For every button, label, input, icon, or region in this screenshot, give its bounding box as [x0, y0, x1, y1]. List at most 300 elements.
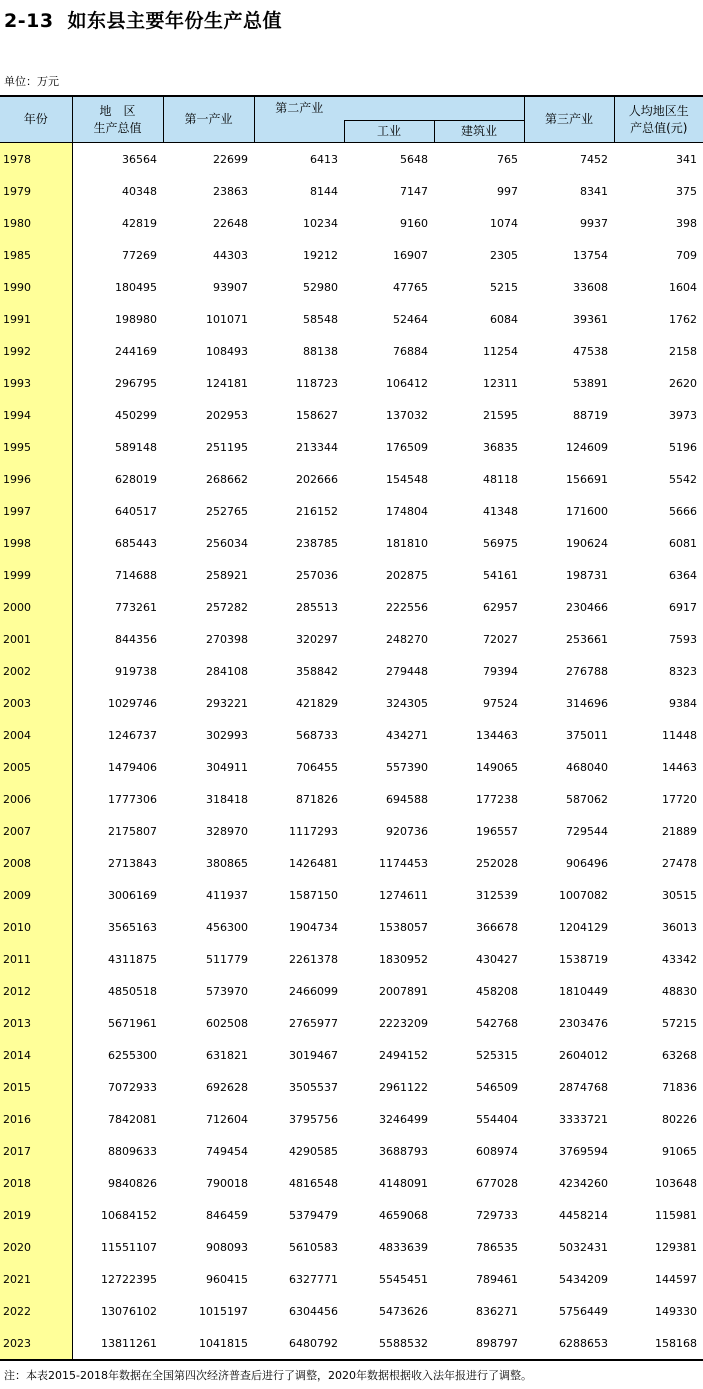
cell-secondary: 1117293	[289, 824, 338, 838]
cell-industry: 324305	[386, 696, 428, 710]
cell-year: 1990	[0, 271, 72, 303]
cell-gdp: 919738	[115, 664, 157, 678]
cell-primary: 790018	[206, 1176, 248, 1190]
cell-percap: 36013	[662, 920, 697, 934]
cell-secondary: 257036	[296, 568, 338, 582]
table-row	[0, 303, 703, 335]
cell-year: 1994	[0, 399, 72, 431]
cell-secondary: 3505537	[289, 1080, 338, 1094]
cell-gdp: 1777306	[108, 792, 157, 806]
cell-tertiary: 7452	[580, 152, 608, 166]
cell-tertiary: 39361	[573, 312, 608, 326]
cell-year: 2000	[0, 591, 72, 623]
table-row	[0, 1103, 703, 1135]
cell-percap: 27478	[662, 856, 697, 870]
cell-tertiary: 276788	[566, 664, 608, 678]
cell-construction: 458208	[476, 984, 518, 998]
cell-secondary: 2765977	[289, 1016, 338, 1030]
cell-year: 1992	[0, 335, 72, 367]
cell-percap: 80226	[662, 1112, 697, 1126]
cell-gdp: 773261	[115, 600, 157, 614]
cell-gdp: 13811261	[72, 1327, 163, 1360]
cell-gdp: 77269	[122, 248, 157, 262]
cell-primary: 124181	[206, 376, 248, 390]
cell-primary: 456300	[206, 920, 248, 934]
cell-primary: 511779	[206, 952, 248, 966]
cell-year: 2011	[0, 943, 72, 975]
cell-percap: 129381	[655, 1240, 697, 1254]
cell-secondary: 568733	[296, 728, 338, 742]
cell-percap: 91065	[662, 1144, 697, 1158]
cell-construction: 554404	[476, 1112, 518, 1126]
cell-secondary: 58548	[303, 312, 338, 326]
header-percap-line1: 人均地区生	[628, 103, 689, 118]
table-row	[0, 143, 703, 176]
table-row	[0, 751, 703, 783]
cell-gdp: 628019	[115, 472, 157, 486]
table-row	[0, 271, 703, 303]
cell-tertiary: 314696	[566, 696, 608, 710]
cell-year: 2001	[0, 623, 72, 655]
cell-year: 2023	[0, 1327, 72, 1360]
cell-tertiary: 3769594	[559, 1144, 608, 1158]
cell-primary: 251195	[206, 440, 248, 454]
table-row	[0, 1039, 703, 1071]
cell-secondary: 4816548	[289, 1176, 338, 1190]
cell-primary: 692628	[206, 1080, 248, 1094]
cell-construction: 62957	[483, 600, 518, 614]
header-industry: 工业	[344, 121, 434, 143]
cell-gdp: 42819	[122, 216, 157, 230]
cell-secondary: 6304456	[289, 1304, 338, 1318]
cell-tertiary: 375011	[566, 728, 608, 742]
cell-tertiary: 230466	[566, 600, 608, 614]
cell-percap: 43342	[662, 952, 697, 966]
cell-percap: 5542	[669, 472, 697, 486]
cell-primary: 108493	[206, 344, 248, 358]
cell-industry: 52464	[393, 312, 428, 326]
cell-primary: 101071	[206, 312, 248, 326]
cell-industry: 76884	[393, 344, 428, 358]
cell-gdp: 2713843	[108, 856, 157, 870]
cell-industry: 181810	[386, 536, 428, 550]
cell-percap: 9384	[669, 696, 697, 710]
cell-percap: 7593	[669, 632, 697, 646]
cell-primary: 328970	[206, 824, 248, 838]
cell-construction: 72027	[483, 632, 518, 646]
cell-percap: 103648	[655, 1176, 697, 1190]
cell-primary: 712604	[206, 1112, 248, 1126]
table-row	[0, 495, 703, 527]
cell-gdp: 7842081	[108, 1112, 157, 1126]
cell-year: 1995	[0, 431, 72, 463]
cell-secondary: 285513	[296, 600, 338, 614]
cell-primary: 302993	[206, 728, 248, 742]
cell-gdp: 1029746	[108, 696, 157, 710]
cell-secondary: 10234	[303, 216, 338, 230]
cell-construction: 149065	[476, 760, 518, 774]
cell-industry: 1538057	[379, 920, 428, 934]
cell-percap: 375	[676, 184, 697, 198]
cell-year: 1978	[0, 143, 72, 176]
cell-secondary: 213344	[296, 440, 338, 454]
cell-industry: 154548	[386, 472, 428, 486]
cell-construction: 79394	[483, 664, 518, 678]
cell-secondary: 3019467	[289, 1048, 338, 1062]
cell-year: 1996	[0, 463, 72, 495]
header-percap	[614, 96, 703, 143]
cell-industry: 9160	[400, 216, 428, 230]
cell-primary: 258921	[206, 568, 248, 582]
cell-industry: 557390	[386, 760, 428, 774]
cell-percap: 71836	[662, 1080, 697, 1094]
cell-percap: 144597	[655, 1272, 697, 1286]
cell-year: 2009	[0, 879, 72, 911]
cell-secondary: 2466099	[289, 984, 338, 998]
cell-year: 1979	[0, 175, 72, 207]
cell-tertiary: 906496	[566, 856, 608, 870]
cell-primary: 846459	[206, 1208, 248, 1222]
cell-construction: 56975	[483, 536, 518, 550]
cell-year: 2010	[0, 911, 72, 943]
cell-percap: 5196	[669, 440, 697, 454]
cell-secondary: 6480792	[254, 1327, 344, 1360]
cell-industry: 2961122	[379, 1080, 428, 1094]
cell-percap: 3973	[669, 408, 697, 422]
cell-percap: 6081	[669, 536, 697, 550]
cell-construction: 608974	[476, 1144, 518, 1158]
cell-industry: 3688793	[379, 1144, 428, 1158]
cell-percap: 158168	[614, 1327, 703, 1360]
cell-year: 2005	[0, 751, 72, 783]
table-row	[0, 399, 703, 431]
cell-tertiary: 190624	[566, 536, 608, 550]
cell-year: 2017	[0, 1135, 72, 1167]
cell-secondary: 202666	[296, 472, 338, 486]
cell-tertiary: 47538	[573, 344, 608, 358]
cell-tertiary: 156691	[566, 472, 608, 486]
cell-primary: 22648	[213, 216, 248, 230]
cell-primary: 268662	[206, 472, 248, 486]
cell-industry: 2007891	[379, 984, 428, 998]
table-row	[0, 367, 703, 399]
table-row	[0, 175, 703, 207]
cell-tertiary: 2303476	[559, 1016, 608, 1030]
cell-year: 2022	[0, 1295, 72, 1327]
cell-tertiary: 124609	[566, 440, 608, 454]
cell-tertiary: 88719	[573, 408, 608, 422]
cell-industry: 248270	[386, 632, 428, 646]
unit-label: 单位：万元	[4, 75, 59, 88]
cell-primary: 44303	[213, 248, 248, 262]
cell-primary: 304911	[206, 760, 248, 774]
cell-primary: 270398	[206, 632, 248, 646]
cell-gdp: 40348	[122, 184, 157, 198]
cell-industry: 694588	[386, 792, 428, 806]
cell-gdp: 12722395	[101, 1272, 157, 1286]
table-row	[0, 239, 703, 271]
cell-construction: 836271	[476, 1304, 518, 1318]
cell-secondary: 1587150	[289, 888, 338, 902]
cell-secondary: 358842	[296, 664, 338, 678]
cell-industry: 222556	[386, 600, 428, 614]
cell-tertiary: 2874768	[559, 1080, 608, 1094]
cell-tertiary: 33608	[573, 280, 608, 294]
cell-construction: 134463	[476, 728, 518, 742]
cell-secondary: 706455	[296, 760, 338, 774]
cell-construction: 729733	[476, 1208, 518, 1222]
cell-construction: 546509	[476, 1080, 518, 1094]
cell-construction: 48118	[483, 472, 518, 486]
cell-industry: 1274611	[379, 888, 428, 902]
cell-percap: 11448	[662, 728, 697, 742]
cell-gdp: 1246737	[108, 728, 157, 742]
cell-gdp: 1479406	[108, 760, 157, 774]
cell-year: 1993	[0, 367, 72, 399]
cell-construction: 6084	[490, 312, 518, 326]
table-row	[0, 623, 703, 655]
cell-primary: 380865	[206, 856, 248, 870]
cell-secondary: 8144	[310, 184, 338, 198]
cell-primary: 960415	[206, 1272, 248, 1286]
cell-gdp: 11551107	[101, 1240, 157, 1254]
cell-percap: 6364	[669, 568, 697, 582]
cell-year: 2012	[0, 975, 72, 1007]
cell-tertiary: 4458214	[559, 1208, 608, 1222]
cell-tertiary: 2604012	[559, 1048, 608, 1062]
cell-primary: 257282	[206, 600, 248, 614]
cell-tertiary: 1204129	[559, 920, 608, 934]
table-row	[0, 1071, 703, 1103]
cell-industry: 47765	[393, 280, 428, 294]
cell-industry: 5648	[400, 152, 428, 166]
cell-secondary: 6327771	[289, 1272, 338, 1286]
cell-tertiary: 9937	[580, 216, 608, 230]
table-row	[0, 655, 703, 687]
header-gdp-line1: 地 区	[99, 103, 136, 118]
cell-primary: 602508	[206, 1016, 248, 1030]
cell-secondary: 158627	[296, 408, 338, 422]
cell-percap: 63268	[662, 1048, 697, 1062]
table-row	[0, 1263, 703, 1295]
cell-construction: 54161	[483, 568, 518, 582]
cell-percap: 30515	[662, 888, 697, 902]
cell-primary: 93907	[213, 280, 248, 294]
table-row	[0, 879, 703, 911]
cell-tertiary: 468040	[566, 760, 608, 774]
cell-industry: 5588532	[344, 1327, 434, 1360]
cell-construction: 1074	[490, 216, 518, 230]
cell-percap: 6917	[669, 600, 697, 614]
cell-year: 2006	[0, 783, 72, 815]
table-row	[0, 463, 703, 495]
table-row	[0, 1199, 703, 1231]
table-row	[0, 719, 703, 751]
table-row	[0, 847, 703, 879]
cell-industry: 174804	[386, 504, 428, 518]
cell-secondary: 4290585	[289, 1144, 338, 1158]
cell-secondary: 871826	[296, 792, 338, 806]
cell-primary: 411937	[206, 888, 248, 902]
cell-gdp: 9840826	[108, 1176, 157, 1190]
cell-year: 2013	[0, 1007, 72, 1039]
cell-tertiary: 1538719	[559, 952, 608, 966]
cell-year: 2002	[0, 655, 72, 687]
cell-primary: 1041815	[163, 1327, 254, 1360]
table-row	[0, 431, 703, 463]
header-secondary-blank	[254, 121, 344, 143]
cell-year: 1991	[0, 303, 72, 335]
table-row	[0, 911, 703, 943]
cell-gdp: 4311875	[108, 952, 157, 966]
cell-year: 1985	[0, 239, 72, 271]
cell-gdp: 450299	[115, 408, 157, 422]
header-construction: 建筑业	[434, 121, 524, 143]
cell-tertiary: 53891	[573, 376, 608, 390]
header-year: 年份	[0, 96, 72, 143]
cell-industry: 202875	[386, 568, 428, 582]
cell-primary: 23863	[213, 184, 248, 198]
cell-year: 2004	[0, 719, 72, 751]
table-row	[0, 1167, 703, 1199]
cell-gdp: 844356	[115, 632, 157, 646]
cell-primary: 256034	[206, 536, 248, 550]
cell-year: 2020	[0, 1231, 72, 1263]
cell-construction: 41348	[483, 504, 518, 518]
cell-gdp: 6255300	[108, 1048, 157, 1062]
cell-year: 2018	[0, 1167, 72, 1199]
cell-industry: 4659068	[379, 1208, 428, 1222]
cell-percap: 1762	[669, 312, 697, 326]
table-row	[0, 1295, 703, 1327]
cell-industry: 106412	[386, 376, 428, 390]
cell-secondary: 2261378	[289, 952, 338, 966]
table-row	[0, 1135, 703, 1167]
cell-construction: 21595	[483, 408, 518, 422]
table-number: 2-13	[4, 10, 54, 32]
cell-construction: 252028	[476, 856, 518, 870]
cell-construction: 525315	[476, 1048, 518, 1062]
cell-construction: 312539	[476, 888, 518, 902]
footnote: 注：本表2015-2018年数据在全国第四次经济普查后进行了调整，2020年数据根据收入法年报进行了调整。	[4, 1369, 532, 1382]
cell-construction: 5215	[490, 280, 518, 294]
cell-construction: 786535	[476, 1240, 518, 1254]
cell-industry: 4148091	[379, 1176, 428, 1190]
cell-year: 2015	[0, 1071, 72, 1103]
cell-secondary: 1426481	[289, 856, 338, 870]
cell-year: 1980	[0, 207, 72, 239]
cell-industry: 434271	[386, 728, 428, 742]
cell-construction: 789461	[476, 1272, 518, 1286]
cell-industry: 5473626	[379, 1304, 428, 1318]
gdp-table	[0, 95, 703, 1361]
header-primary: 第一产业	[163, 96, 254, 143]
cell-gdp: 8809633	[108, 1144, 157, 1158]
cell-year: 1997	[0, 495, 72, 527]
table-row	[0, 783, 703, 815]
header-gdp	[72, 96, 163, 143]
cell-industry: 920736	[386, 824, 428, 838]
cell-secondary: 19212	[303, 248, 338, 262]
cell-primary: 318418	[206, 792, 248, 806]
cell-tertiary: 5032431	[559, 1240, 608, 1254]
cell-percap: 21889	[662, 824, 697, 838]
cell-industry: 2223209	[379, 1016, 428, 1030]
cell-construction: 2305	[490, 248, 518, 262]
cell-gdp: 2175807	[108, 824, 157, 838]
cell-percap: 48830	[662, 984, 697, 998]
cell-percap: 709	[676, 248, 697, 262]
cell-construction: 430427	[476, 952, 518, 966]
cell-secondary: 1904734	[289, 920, 338, 934]
cell-primary: 293221	[206, 696, 248, 710]
cell-secondary: 5379479	[289, 1208, 338, 1222]
cell-construction: 898797	[434, 1327, 524, 1360]
cell-industry: 1830952	[379, 952, 428, 966]
cell-gdp: 13076102	[101, 1304, 157, 1318]
table-title	[4, 6, 282, 33]
cell-percap: 8323	[669, 664, 697, 678]
cell-percap: 115981	[655, 1208, 697, 1222]
cell-industry: 176509	[386, 440, 428, 454]
cell-tertiary: 6288653	[524, 1327, 614, 1360]
cell-industry: 2494152	[379, 1048, 428, 1062]
cell-construction: 97524	[483, 696, 518, 710]
cell-construction: 765	[497, 152, 518, 166]
cell-tertiary: 5434209	[559, 1272, 608, 1286]
cell-tertiary: 8341	[580, 184, 608, 198]
table-row	[0, 591, 703, 623]
cell-industry: 16907	[393, 248, 428, 262]
cell-year: 2021	[0, 1263, 72, 1295]
cell-gdp: 7072933	[108, 1080, 157, 1094]
cell-year: 2008	[0, 847, 72, 879]
cell-percap: 2158	[669, 344, 697, 358]
table-row	[0, 943, 703, 975]
cell-percap: 17720	[662, 792, 697, 806]
header-tertiary: 第三产业	[524, 96, 614, 143]
cell-tertiary: 3333721	[559, 1112, 608, 1126]
table-row	[0, 975, 703, 1007]
cell-construction: 997	[497, 184, 518, 198]
cell-tertiary: 171600	[566, 504, 608, 518]
table-body	[0, 143, 703, 1361]
cell-secondary: 88138	[303, 344, 338, 358]
cell-industry: 3246499	[379, 1112, 428, 1126]
cell-primary: 631821	[206, 1048, 248, 1062]
cell-secondary: 118723	[296, 376, 338, 390]
cell-gdp: 296795	[115, 376, 157, 390]
cell-industry: 1174453	[379, 856, 428, 870]
cell-secondary: 52980	[303, 280, 338, 294]
cell-primary: 1015197	[199, 1304, 248, 1318]
cell-construction: 542768	[476, 1016, 518, 1030]
cell-industry: 7147	[400, 184, 428, 198]
table-row	[0, 335, 703, 367]
cell-percap: 2620	[669, 376, 697, 390]
cell-tertiary: 5756449	[559, 1304, 608, 1318]
cell-percap: 57215	[662, 1016, 697, 1030]
header-secondary: 第二产业	[254, 96, 344, 121]
header-percap-line2: 产总值(元)	[630, 120, 688, 135]
cell-gdp: 589148	[115, 440, 157, 454]
cell-primary: 749454	[206, 1144, 248, 1158]
cell-primary: 284108	[206, 664, 248, 678]
cell-year: 1998	[0, 527, 72, 559]
cell-secondary: 5610583	[289, 1240, 338, 1254]
cell-industry: 4833639	[379, 1240, 428, 1254]
cell-year: 2003	[0, 687, 72, 719]
